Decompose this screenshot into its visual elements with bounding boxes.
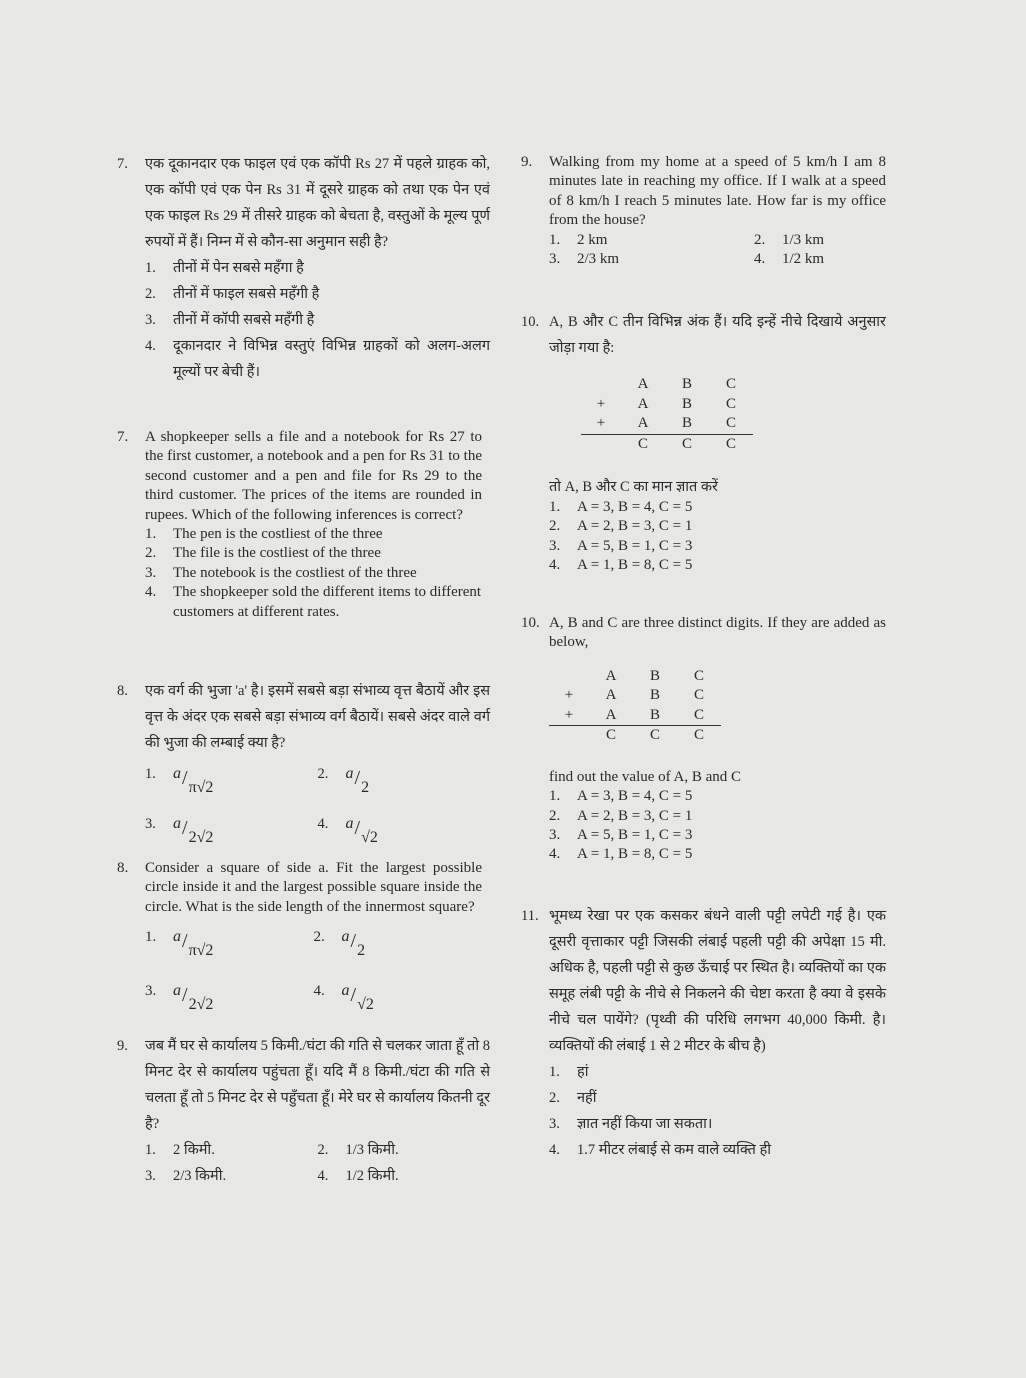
option-fraction: $^a/_{2√2}$ [173,982,214,1014]
option-number: 1. [549,231,561,248]
question-text: एक दूकानदार एक फाइल एवं एक कॉपी Rs 27 में पहले ग्राहक को, एक कॉपी एवं एक पेन Rs 31 में दूसरे ग्राहक को तथा एक पेन एवं एक फाइल Rs 29 में तीसरे ग्राहक को बेचता है, वस्तुओं के मूल्य पूर्ण रुपयों में हैं। निम्न में से कौन-सा अनुमान सही है? [145,156,490,250]
option-number: 3. [549,1116,560,1132]
option-text: A = 2, B = 3, C = 1 [577,807,693,824]
option-2[interactable] [549,517,886,536]
option-text: A = 5, B = 1, C = 3 [577,827,693,844]
option-text: दूकानदार ने विभिन्न वस्तुएं विभिन्न ग्राहकों को अलग-अलग मूल्यों पर बेची हैं। [173,338,490,380]
option-1[interactable] [549,231,754,250]
option-text: 1/2 km [782,251,825,268]
option-3[interactable] [145,307,490,333]
option-text: ज्ञात नहीं किया जा सकता। [577,1116,713,1132]
option-text: The file is the costliest of the three [173,545,381,562]
question-7-english [117,428,482,622]
question-text: Consider a square of side a. Fit the largest possible circle inside it and the largest possible square inside the circle. What is the side length of the innermost square? [145,860,482,915]
option-number: 2. [549,807,561,824]
option-text: 1/3 किमी. [345,1142,399,1158]
option-text: A = 1, B = 8, C = 5 [577,557,693,574]
option-2[interactable] [549,1085,886,1111]
option-fraction: $^a/_{2√2}$ [173,815,214,846]
option-text: तीनों में पेन सबसे महँगा है [173,260,304,276]
option-3[interactable] [549,537,886,556]
option-fraction: $^a/_2$ [345,765,370,796]
option-4[interactable] [145,333,490,385]
option-1[interactable] [549,1059,886,1085]
option-text: A = 1, B = 8, C = 5 [577,846,693,863]
option-number: 2. [313,929,325,946]
option-2[interactable] [145,544,482,563]
option-text: 2 km [577,231,608,248]
option-text: नहीं [577,1090,597,1106]
question-text: जब मैं घर से कार्यालय 5 किमी./घंटा की गति से चलकर जाता हूँ तो 8 मिनट देर से कार्यालय पहुंचता हूँ। यदि मैं 8 किमी./घंटा की गति से चलता हूँ तो 5 मिनट देर से पहुँचता हूँ। मेरे घर से कार्यालय कितनी दूर है? [145,1038,490,1132]
option-3[interactable] [145,971,314,1025]
option-3[interactable] [549,1111,886,1137]
option-number: 1. [145,526,157,543]
option-text: The pen is the costliest of the three [173,526,383,543]
option-3[interactable] [145,806,318,856]
option-1[interactable] [145,255,490,281]
option-4[interactable] [549,1137,886,1163]
option-2[interactable] [549,807,886,826]
question-9-english [521,153,886,269]
option-text: 2 किमी. [173,1142,215,1158]
question-8-hindi [117,678,490,856]
option-2[interactable] [145,281,490,307]
question-number: 7. [117,429,129,445]
option-text: 1/2 किमी. [345,1168,399,1184]
option-1[interactable] [549,498,886,517]
option-4[interactable] [318,806,491,856]
question-text: A, B और C तीन विभिन्न अंक हैं। यदि इन्हें नीचे दिखाये अनुसार जोड़ा गया है: [549,314,886,356]
question-11-hindi [521,903,886,1163]
question-text: A shopkeeper sells a file and a notebook for Rs 27 to the first customer, a notebook and a pen for Rs 31 to the second customer and a pen and file for Rs 29 to the third customer. The prices of the items are rounded in rupees. Which of the following inferences is correct? [145,429,482,523]
option-number: 2. [549,518,561,535]
option-number: 1. [145,929,157,946]
option-number: 4. [145,338,156,354]
question-8-english [117,859,482,1025]
option-fraction: $^a/_{√2}$ [345,815,378,846]
option-number: 4. [145,584,157,601]
option-number: 4. [549,1142,560,1158]
question-number: 9. [521,154,533,170]
option-text: 1.7 मीटर लंबाई से कम वाले व्यक्ति ही [577,1142,772,1158]
option-text: A = 2, B = 3, C = 1 [577,518,693,535]
option-1[interactable] [145,1137,318,1163]
option-3[interactable] [549,826,886,845]
question-number: 7. [117,156,128,172]
option-text: हां [577,1064,589,1080]
option-text: तीनों में फाइल सबसे महँगी है [173,286,320,302]
option-number: 1. [145,1142,156,1158]
option-1[interactable] [145,756,318,806]
option-text: A = 3, B = 4, C = 5 [577,499,693,515]
option-number: 4. [549,557,561,574]
option-fraction: $^a/_2$ [341,928,366,960]
option-number: 3. [549,537,561,554]
option-1[interactable] [145,525,482,544]
option-number: 1. [145,260,156,276]
addition-puzzle: A B C + A B C + A B C C C C [549,667,721,746]
option-number: 2. [549,1090,560,1106]
option-4[interactable] [145,583,482,622]
question-text: भूमध्य रेखा पर एक कसकर बंधने वाली पट्टी लपेटी गई है। एक दूसरी वृत्ताकार पट्टी जिसकी लंबाई पहली पट्टी की अपेक्षा 15 मी. अधिक है, पहली पट्टी से कुछ ऊँचाई पर स्थित है। व्यक्तियों का एक समूह लंबी पट्टी के नीचे से निकलने की चेष्टा करता है क्या वे इसके नीचे चल पायेंगे? (पृथ्वी की परिधि लगभग 40,000 किमी. है। व्यक्तियों की लंबाई 1 से 2 मीटर के बीच है) [549,908,886,1054]
option-text: 2/3 किमी. [173,1168,227,1184]
option-fraction: $^a/_{\pi√2}$ [173,765,214,796]
option-number: 1. [549,499,561,515]
option-2[interactable] [754,231,886,250]
option-number: 3. [145,564,157,581]
option-3[interactable] [145,1163,318,1189]
question-number: 10. [521,314,540,330]
option-text: The notebook is the costliest of the three [173,564,417,581]
question-10-hindi [521,309,886,576]
option-3[interactable] [145,564,482,583]
option-number: 4. [317,1168,329,1184]
option-text: A = 5, B = 1, C = 3 [577,537,693,554]
option-number: 3. [145,816,156,832]
option-2[interactable] [318,756,491,806]
option-text: 2/3 km [577,251,620,268]
option-4[interactable] [549,845,886,864]
option-number: 4. [313,983,325,1000]
option-4[interactable] [318,1163,491,1189]
option-fraction: $^a/_{√2}$ [341,982,374,1014]
question-7-hindi [117,151,490,385]
option-number: 2. [317,766,329,782]
option-2[interactable] [314,917,483,971]
option-number: 1. [549,788,561,805]
question-text: एक वर्ग की भुजा 'a' है। इसमें सबसे बड़ा संभाव्य वृत्त बैठायें और इस वृत्त के अंदर एक सबसे बड़ा संभाव्य वर्ग बैठायें। सबसे अंदर वाले वर्ग की भुजा की लम्बाई क्या है? [145,683,490,751]
option-4[interactable] [314,971,483,1025]
option-number: 3. [549,827,561,844]
question-number: 9. [117,1038,128,1054]
option-number: 3. [145,983,157,1000]
option-number: 4. [549,846,561,863]
option-text: तीनों में कॉपी सबसे महँगी है [173,312,315,328]
option-fraction: $^a/_{\pi√2}$ [173,928,214,960]
option-3[interactable] [549,250,754,269]
option-number: 3. [549,251,561,268]
question-10-english [521,614,886,865]
addition-puzzle: A B C + A B C + A B C C C C [581,375,753,454]
option-number: 4. [317,816,329,832]
option-number: 1. [549,1064,560,1080]
option-number: 3. [145,312,156,328]
question-number: 11. [521,908,539,924]
question-number: 8. [117,860,129,876]
question-prompt: find out the value of A, B and C [549,768,742,785]
option-text: A = 3, B = 4, C = 5 [577,788,693,805]
option-number: 2. [317,1142,329,1158]
question-text: A, B and C are three distinct digits. If they are added as below, [549,615,886,651]
question-number: 10. [521,615,540,631]
question-text: Walking from my home at a speed of 5 km/h I am 8 minutes late in reaching my office. If I walk at a speed of 8 km/h I reach 5 minutes late. How far is my office from the house? [549,154,886,229]
question-number: 8. [117,683,128,699]
option-text: 1/3 km [782,231,825,248]
option-2[interactable] [318,1137,491,1163]
option-number: 2. [145,545,157,562]
option-text: The shopkeeper sold the different items to different customers at different rates. [173,584,482,620]
question-9-hindi [117,1033,490,1189]
option-number: 3. [145,1168,156,1184]
option-number: 4. [754,251,766,268]
option-4[interactable] [549,556,886,575]
option-4[interactable] [754,250,886,269]
question-prompt: तो A, B और C का मान ज्ञात करें [549,479,718,495]
option-1[interactable] [549,787,886,806]
option-1[interactable] [145,917,314,971]
option-number: 2. [145,286,156,302]
option-number: 2. [754,231,766,248]
option-number: 1. [145,766,156,782]
